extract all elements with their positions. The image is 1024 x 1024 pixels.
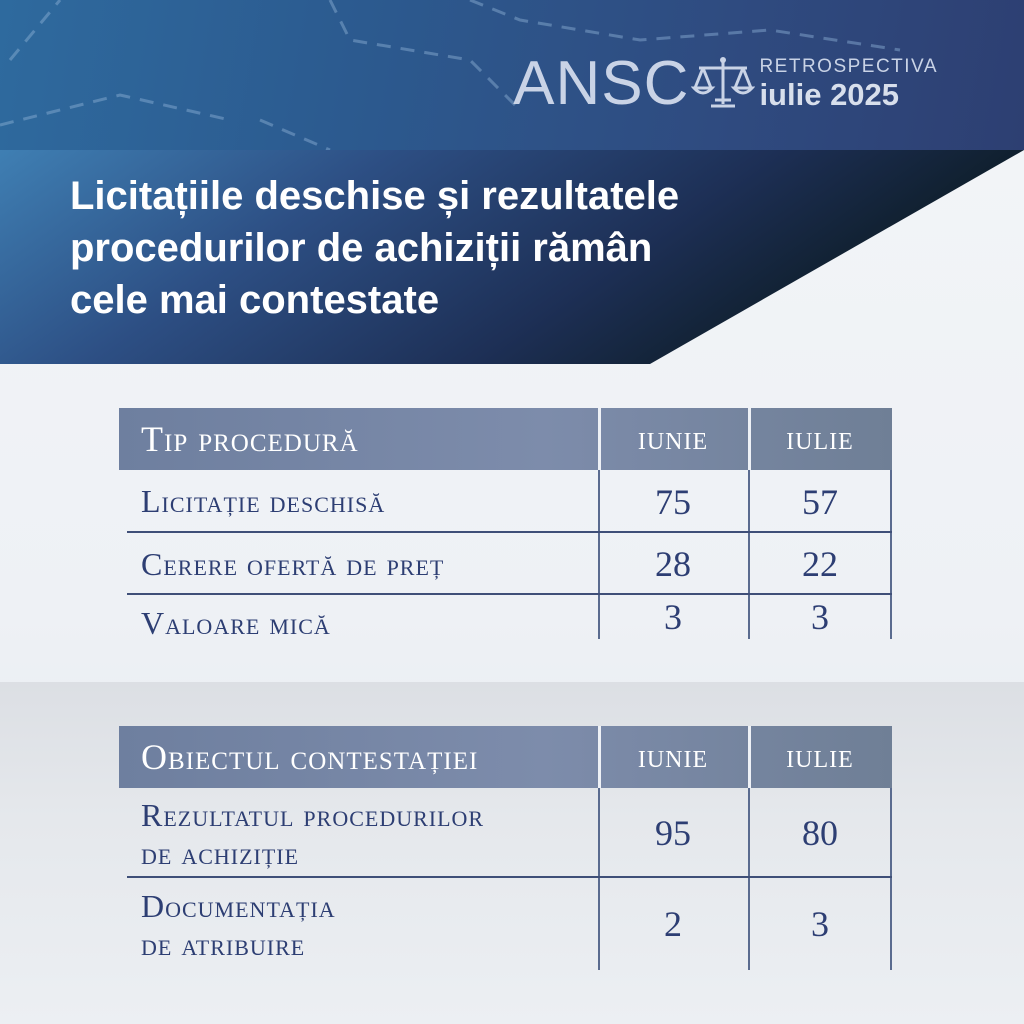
june-value: 3 [664, 597, 682, 637]
title-line-1: Licitațiile deschise și rezultatele [70, 174, 680, 218]
ansc-logo [513, 49, 938, 118]
scales-of-justice-icon [691, 54, 755, 114]
july-value: 57 [802, 481, 838, 522]
table-row [119, 595, 892, 639]
june-value: 28 [655, 544, 691, 584]
july-value: 3 [811, 597, 829, 637]
page-title [70, 170, 830, 326]
row-label: Cerere ofertă de preț [141, 545, 445, 582]
july-value: 3 [811, 904, 829, 944]
table-header-row [119, 408, 892, 470]
row-label-line-1: Documentația [141, 888, 336, 924]
june-value: 95 [655, 813, 691, 853]
table-row [119, 470, 892, 533]
table-row [119, 788, 892, 878]
header-banner [0, 0, 1024, 150]
contest-object-table [119, 726, 892, 970]
row-label-line-1: Rezultatul procedurilor [141, 797, 485, 833]
header-procedure-type: Tip procedură [141, 419, 359, 459]
row-label-line-2: de atribuire [141, 926, 306, 962]
july-value: 80 [802, 813, 838, 853]
table-row [119, 533, 892, 595]
header-june: iunie [637, 738, 709, 775]
row-label [119, 878, 598, 970]
table-row [119, 878, 892, 970]
row-label: Valoare mică [141, 604, 331, 641]
header-contest-object: Obiectul contestației [141, 737, 479, 777]
title-line-3: cele mai contestate [70, 278, 440, 322]
table-header-row [119, 726, 892, 788]
row-label [119, 788, 598, 878]
period-label: iulie 2025 [759, 77, 900, 112]
row-label-line-2: de achiziție [141, 835, 300, 871]
title-line-2: procedurilor de achiziții rămân [70, 226, 653, 270]
procedure-type-table [119, 408, 892, 639]
july-value: 22 [802, 544, 838, 584]
header-june: iunie [637, 420, 709, 457]
header-july: iulie [786, 420, 854, 457]
june-value: 2 [664, 904, 682, 944]
retrospective-label: RETROSPECTIVA [759, 56, 938, 77]
header-july: iulie [786, 738, 854, 775]
june-value: 75 [655, 481, 691, 522]
logo-text: ANSC [513, 49, 690, 118]
row-label: Licitație deschisă [141, 483, 386, 519]
